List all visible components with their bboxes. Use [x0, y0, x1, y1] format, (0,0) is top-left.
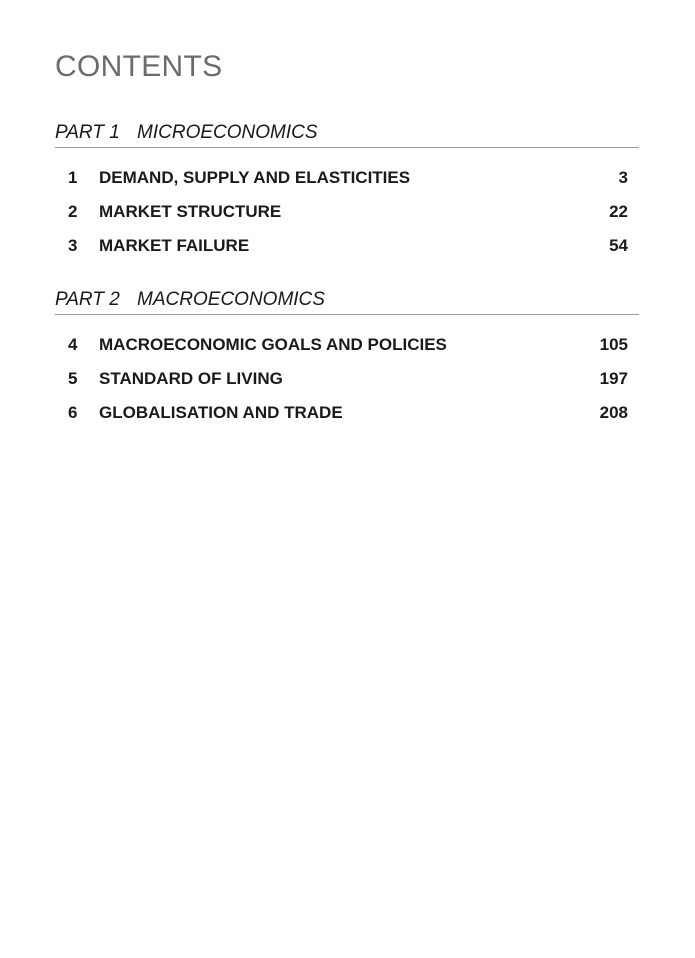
chapter-title: MACROECONOMIC GOALS AND POLICIES: [99, 335, 447, 354]
chapter-page: 54: [609, 236, 628, 255]
chapter-title: MARKET STRUCTURE: [99, 202, 282, 221]
part-1-heading: [55, 121, 639, 148]
chapter-page: 197: [599, 369, 628, 388]
part-name: MACROECONOMICS: [137, 289, 325, 310]
chapter-number: 2: [68, 202, 78, 221]
chapter-number: 6: [68, 403, 78, 422]
toc-entry[interactable]: [68, 200, 628, 224]
chapter-title: MARKET FAILURE: [99, 236, 250, 255]
part-2-heading: [55, 288, 639, 315]
chapter-page: 3: [618, 168, 628, 187]
chapter-page: 105: [599, 335, 628, 354]
toc-entry[interactable]: [68, 333, 628, 357]
page-title: CONTENTS: [55, 50, 223, 83]
toc-entry[interactable]: [68, 234, 628, 258]
chapter-number: 1: [68, 168, 78, 187]
toc-entry[interactable]: [68, 401, 628, 425]
chapter-title: GLOBALISATION AND TRADE: [99, 403, 343, 422]
chapter-page: 22: [609, 202, 628, 221]
chapter-page: 208: [599, 403, 628, 422]
chapter-title: STANDARD OF LIVING: [99, 369, 283, 388]
part-number: PART 2: [55, 289, 120, 310]
toc-entry[interactable]: [68, 367, 628, 391]
chapter-number: 3: [68, 236, 78, 255]
part-number: PART 1: [55, 122, 120, 143]
chapter-number: 5: [68, 369, 78, 388]
chapter-number: 4: [68, 335, 78, 354]
toc-entry[interactable]: [68, 166, 628, 190]
chapter-title: DEMAND, SUPPLY AND ELASTICITIES: [99, 168, 411, 187]
part-name: MICROECONOMICS: [137, 122, 318, 143]
